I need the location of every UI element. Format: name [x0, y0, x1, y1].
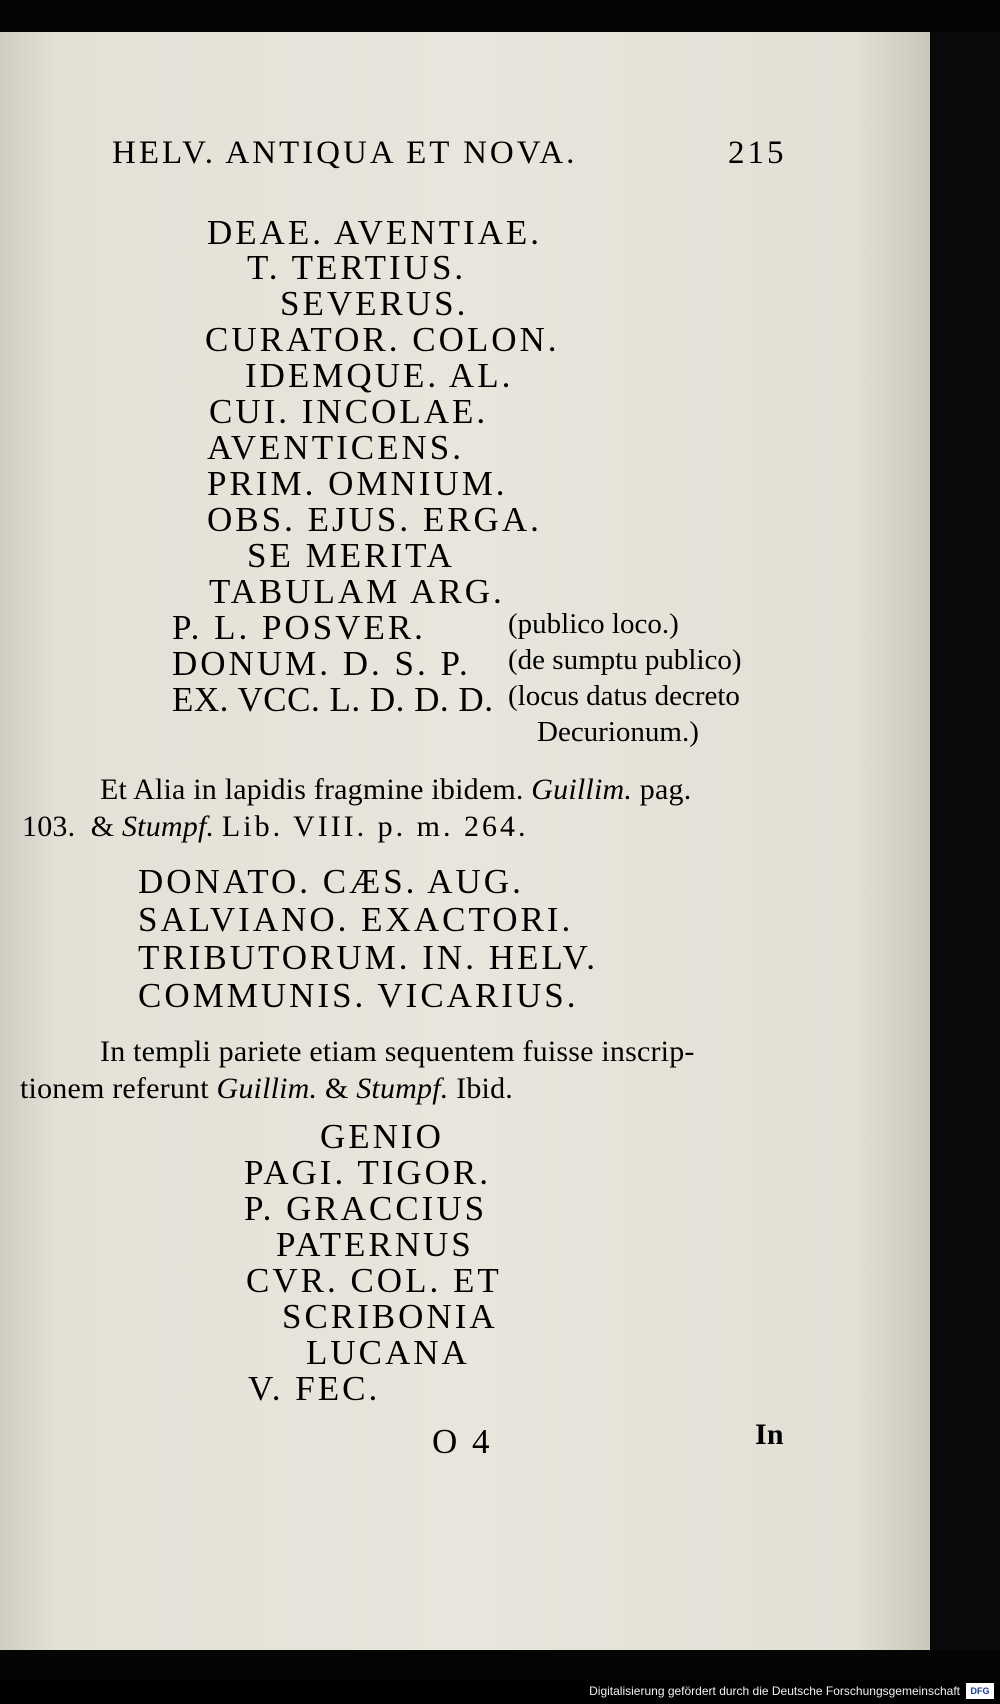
digitization-footer	[0, 1680, 1000, 1704]
page-number: 215	[728, 135, 787, 171]
catchword: In	[755, 1418, 784, 1451]
dfg-logo-icon: DFG	[966, 1683, 994, 1699]
inscription-line: SEVERUS.	[280, 284, 469, 323]
inscription-line: PATERNUS	[276, 1225, 474, 1264]
running-title: HELV. ANTIQUA ET NOVA.	[112, 135, 578, 171]
inscription-line: DONUM. D. S. P.	[172, 644, 471, 683]
digitization-note: Digitalisierung gefördert durch die Deutsche Forschungsgemeinschaft	[589, 1684, 960, 1698]
inscription-line: SCRIBONIA	[282, 1297, 498, 1336]
gloss-note: Decurionum.)	[537, 716, 699, 748]
inscription-line: DONATO. CÆS. AUG.	[138, 862, 524, 901]
inscription-line: P. GRACCIUS	[244, 1189, 488, 1228]
paragraph-line: Et Alia in lapidis fragmine ibidem. Guillim. pag.	[100, 773, 692, 806]
paragraph-line: In templi pariete etiam sequentem fuisse inscrip-	[100, 1035, 695, 1068]
inscription-line: OBS. EJUS. ERGA.	[207, 500, 542, 539]
inscription-line: CUI. INCOLAE.	[209, 392, 489, 431]
inscription-line: CURATOR. COLON.	[205, 320, 560, 359]
paragraph-line: tionem referunt Guillim. & Stumpf. Ibid.	[20, 1072, 513, 1105]
inscription-line: IDEMQUE. AL.	[245, 356, 514, 395]
inscription-line: SALVIANO. EXACTORI.	[138, 900, 574, 939]
inscription-line: GENIO	[320, 1117, 444, 1156]
inscription-line: LUCANA	[306, 1333, 470, 1372]
gloss-note: (de sumptu publico)	[508, 644, 742, 676]
gloss-note: (locus datus decreto	[508, 680, 740, 712]
gloss-note: (publico loco.)	[508, 608, 679, 640]
inscription-line: EX. VCC. L. D. D. D.	[172, 680, 494, 719]
paragraph-line: 103. & Stumpf. Lib. VIII. p. m. 264.	[22, 810, 529, 843]
inscription-line: P. L. POSVER.	[172, 608, 426, 647]
inscription-line: V. FEC.	[248, 1369, 381, 1408]
inscription-line: AVENTICENS.	[207, 428, 464, 467]
signature-mark: O 4	[432, 1422, 493, 1461]
inscription-line: PAGI. TIGOR.	[244, 1153, 492, 1192]
scan-background	[930, 32, 1000, 1650]
inscription-line: SE MERITA	[247, 536, 455, 575]
inscription-line: DEAE. AVENTIAE.	[207, 213, 543, 252]
inscription-line: TABULAM ARG.	[209, 572, 505, 611]
inscription-line: COMMUNIS. VICARIUS.	[138, 976, 579, 1015]
inscription-line: TRIBUTORUM. IN. HELV.	[138, 938, 599, 977]
inscription-line: PRIM. OMNIUM.	[207, 464, 508, 503]
inscription-line: CVR. COL. ET	[246, 1261, 502, 1300]
inscription-line: T. TERTIUS.	[247, 248, 467, 287]
